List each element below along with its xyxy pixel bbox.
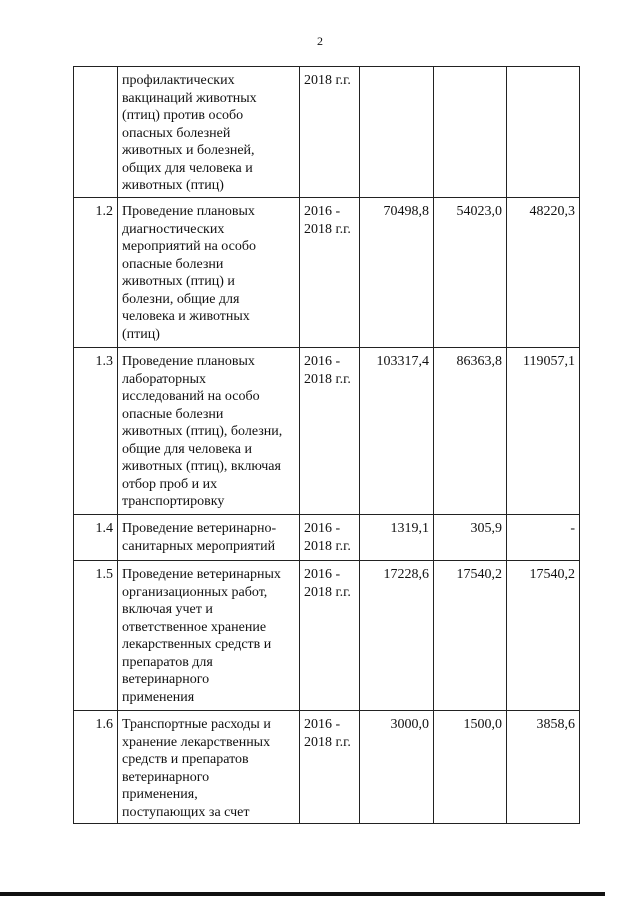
period-cell: 2016 - 2018 г.г. xyxy=(300,561,360,711)
value-2017: 1500,0 xyxy=(434,711,507,824)
value-2017: 305,9 xyxy=(434,515,507,561)
row-number: 1.6 xyxy=(74,711,118,824)
period-cell: 2016 - 2018 г.г. xyxy=(300,711,360,824)
value-2018 xyxy=(507,67,580,198)
table-row xyxy=(74,711,580,824)
measure-description: Проведение ветеринарно- санитарных мероприятий xyxy=(118,515,300,561)
measure-description: Проведение ветеринарных организационных работ, включая учет и ответственное хранение лекарственных средств и препаратов для ветеринарного применения xyxy=(118,561,300,711)
page-number: 2 xyxy=(317,34,323,48)
value-2017: 17540,2 xyxy=(434,561,507,711)
table-row xyxy=(74,348,580,515)
value-2016: 70498,8 xyxy=(360,198,434,348)
value-2016: 3000,0 xyxy=(360,711,434,824)
row-number: 1.5 xyxy=(74,561,118,711)
table-row xyxy=(74,515,580,561)
measure-description: Проведение плановых диагностических мероприятий на особо опасные болезни животных (птиц) и болезни, общие для человека и животных (птиц) xyxy=(118,198,300,348)
value-2016: 1319,1 xyxy=(360,515,434,561)
row-number xyxy=(74,67,118,198)
period-cell: 2016 - 2018 г.г. xyxy=(300,348,360,515)
value-2018: 17540,2 xyxy=(507,561,580,711)
value-2017: 54023,0 xyxy=(434,198,507,348)
value-2018: - xyxy=(507,515,580,561)
value-2016 xyxy=(360,67,434,198)
value-2018: 3858,6 xyxy=(507,711,580,824)
bottom-scan-edge xyxy=(0,892,605,896)
row-number: 1.4 xyxy=(74,515,118,561)
row-number: 1.2 xyxy=(74,198,118,348)
table-row xyxy=(74,198,580,348)
value-2016: 103317,4 xyxy=(360,348,434,515)
measure-description: профилактических вакцинаций животных (птиц) против особо опасных болезней животных и болезней, общих для человека и животных (птиц) xyxy=(118,67,300,198)
value-2016: 17228,6 xyxy=(360,561,434,711)
period-cell: 2016 - 2018 г.г. xyxy=(300,198,360,348)
period-cell: 2018 г.г. xyxy=(300,67,360,198)
measure-description: Проведение плановых лабораторных исследований на особо опасные болезни животных (птиц), болезни, общие для человека и животных (птиц), включая отбор проб и их транспортировку xyxy=(118,348,300,515)
row-number: 1.3 xyxy=(74,348,118,515)
table-row xyxy=(74,67,580,198)
measure-description: Транспортные расходы и хранение лекарственных средств и препаратов ветеринарного применения, поступающих за счет xyxy=(118,711,300,824)
period-cell: 2016 - 2018 г.г. xyxy=(300,515,360,561)
program-measures-table xyxy=(73,66,580,824)
value-2018: 48220,3 xyxy=(507,198,580,348)
value-2017 xyxy=(434,67,507,198)
value-2018: 119057,1 xyxy=(507,348,580,515)
table-row xyxy=(74,561,580,711)
value-2017: 86363,8 xyxy=(434,348,507,515)
